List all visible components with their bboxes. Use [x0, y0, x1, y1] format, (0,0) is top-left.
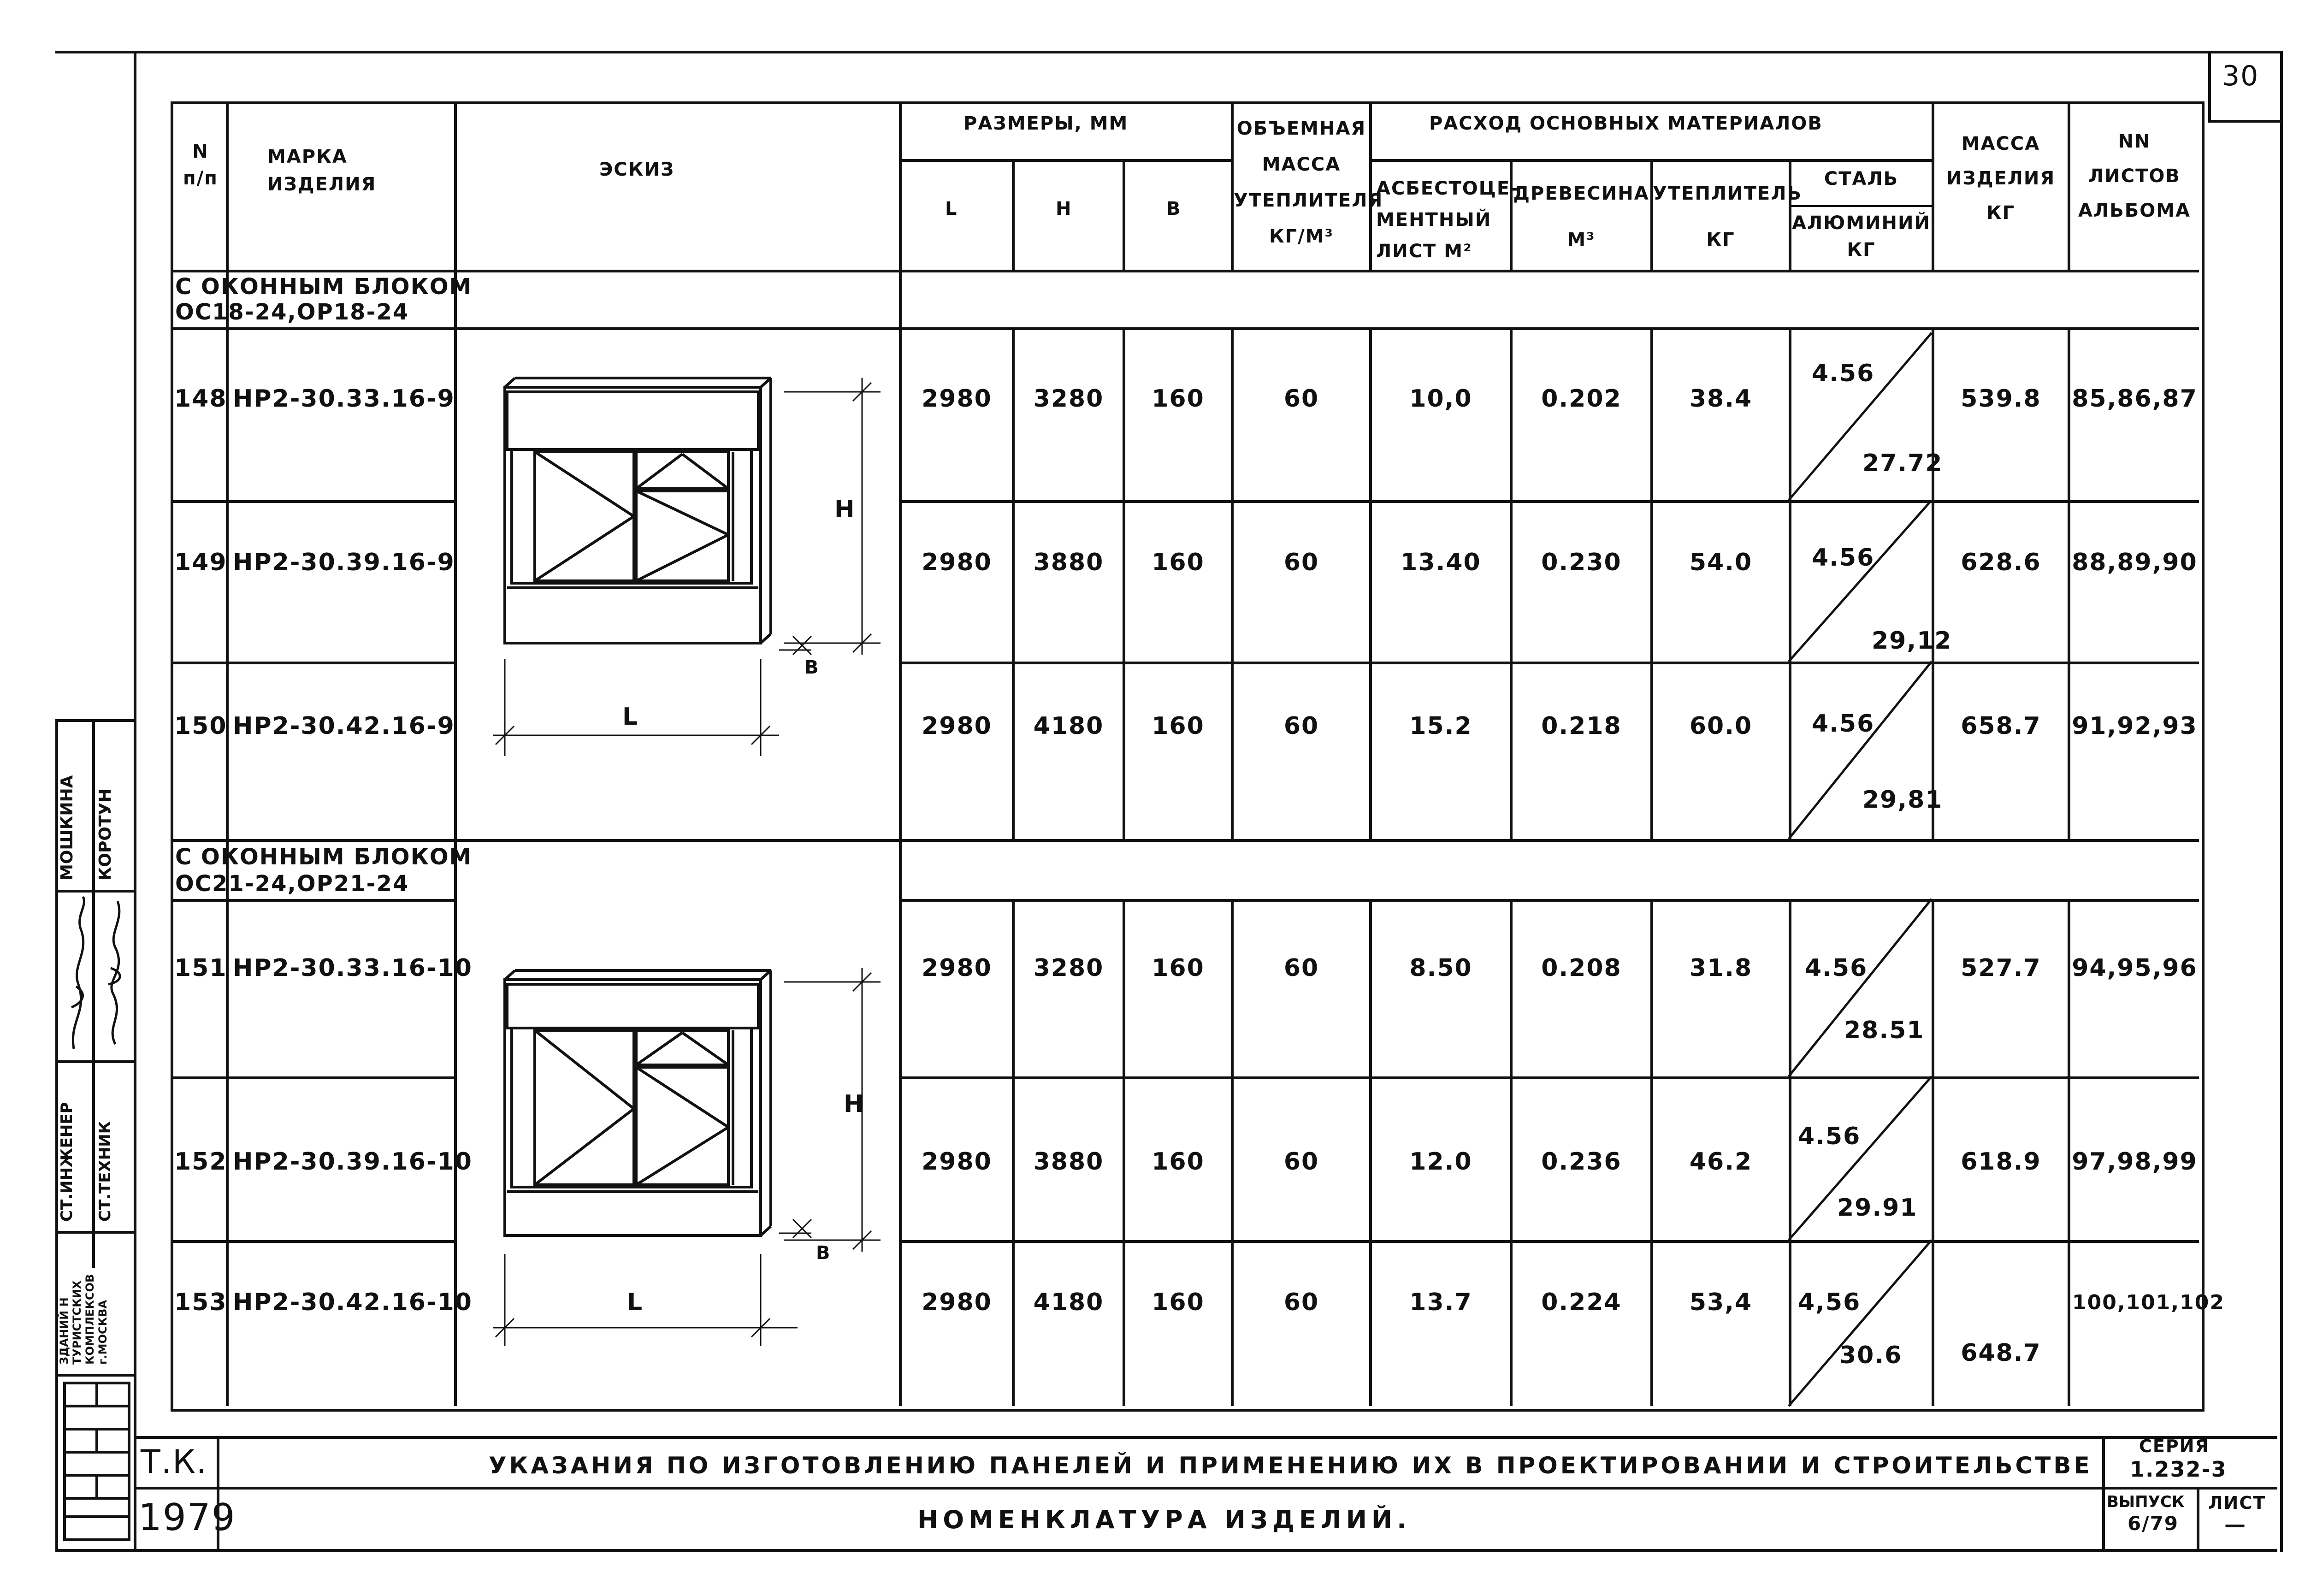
cell-L: 2980: [922, 385, 992, 413]
cell-alum: 29,12: [1872, 627, 1952, 655]
cell-B: 160: [1152, 1289, 1205, 1316]
cell-mass: 628.6: [1961, 549, 2041, 576]
cell-alum: 27.72: [1862, 449, 1943, 477]
cell-sheets: 91,92,93: [2072, 712, 2198, 740]
cell-L: 2980: [922, 1289, 992, 1316]
cell-mark: НР2-30.33.16-10: [233, 954, 473, 982]
tk-label: Т.К.: [141, 1443, 207, 1481]
cell-alum: 28.51: [1844, 1017, 1925, 1044]
title-block-bottom: [134, 1549, 2277, 1552]
cell-vm: 60: [1283, 712, 1319, 740]
header-h: H: [1056, 198, 1072, 219]
cell-H: 3880: [1033, 549, 1104, 576]
cell-ins: 46.2: [1689, 1148, 1753, 1176]
cell-steel: 4,56: [1798, 1289, 1861, 1316]
document-title: УКАЗАНИЯ ПО ИЗГОТОВЛЕНИЮ ПАНЕЛЕЙ И ПРИМЕНЕНИЮ ИХ В ПРОЕКТИРОВАНИИ И СТРОИТЕЛЬСТВЕ: [489, 1452, 2092, 1479]
header-b: В: [1166, 198, 1182, 219]
cell-n: 150: [174, 712, 227, 740]
cell-H: 3280: [1033, 954, 1104, 982]
sketch1-h-label: H: [834, 496, 856, 523]
cell-vm: 60: [1283, 1148, 1319, 1176]
cell-wood: 0.230: [1541, 549, 1622, 576]
header-insulation: УТЕПЛИТЕЛЬ КГ: [1653, 183, 1802, 250]
stamp-role-1: СТ.ИНЖЕНЕР: [58, 1102, 76, 1222]
cell-L: 2980: [922, 954, 992, 982]
cell-mark: НР2-30.42.16-10: [233, 1289, 473, 1316]
sheet-subtitle: НОМЕНКЛАТУРА ИЗДЕЛИЙ.: [917, 1505, 1411, 1534]
cell-B: 160: [1152, 385, 1205, 413]
header-asbestos: АСБЕСТОЦЕ- МЕНТНЫЙ ЛИСТ М²: [1376, 178, 1519, 262]
cell-alum: 30.6: [1839, 1342, 1903, 1369]
cell-H: 4180: [1033, 712, 1104, 740]
cell-B: 160: [1152, 1148, 1205, 1176]
cell-B: 160: [1152, 549, 1205, 576]
cell-ins: 60.0: [1689, 712, 1753, 740]
header-mass: МАССА ИЗДЕЛИЯ КГ: [1946, 133, 2056, 224]
cell-asb: 12.0: [1409, 1148, 1472, 1176]
cell-asb: 8.50: [1409, 954, 1472, 982]
cell-mark: НР2-30.39.16-9: [233, 549, 455, 576]
cell-asb: 13.40: [1401, 549, 1481, 576]
sheet-number: 30: [2222, 60, 2259, 92]
stamp-org-desc: ЗДАНИЙ Н ТУРИСТСКИХ КОМПЛЕКСОВ г.МОСКВА: [58, 1274, 109, 1365]
cell-n: 152: [174, 1148, 227, 1176]
cell-wood: 0.224: [1541, 1289, 1622, 1316]
cell-sheets: 97,98,99: [2072, 1148, 2198, 1176]
cell-alum: 29,81: [1862, 786, 1943, 814]
cell-wood: 0.218: [1541, 712, 1622, 740]
header-sketch: ЭСКИЗ: [599, 159, 675, 180]
header-vol-mass: ОБЪЕМНАЯ МАССА УТЕПЛИТЕЛЯ КГ/М³: [1234, 118, 1383, 247]
cell-sheets: 88,89,90: [2072, 549, 2198, 576]
sketch1-b-label: В: [804, 657, 820, 678]
series-value: 1.232-3: [2130, 1457, 2227, 1482]
header-n: N п/п: [183, 141, 218, 189]
stamp-name-1: МОШКИНА: [58, 775, 77, 881]
cell-H: 4180: [1033, 1289, 1104, 1316]
cell-ins: 38.4: [1689, 385, 1753, 413]
header-sheets: NN ЛИСТОВ АЛЬБОМА: [2078, 131, 2191, 221]
header-sizes: РАЗМЕРЫ, ММ: [963, 113, 1129, 134]
cell-vm: 60: [1283, 549, 1319, 576]
cell-L: 2980: [922, 1148, 992, 1176]
title-block-top: [134, 1436, 2277, 1439]
cell-n: 151: [174, 954, 227, 982]
cell-L: 2980: [922, 712, 992, 740]
cell-H: 3280: [1033, 385, 1104, 413]
sketch2-l-label: L: [627, 1289, 644, 1316]
group-title-1: С ОКОННЫМ БЛОКОМ ОС18-24,ОР18-24: [175, 274, 473, 325]
cell-B: 160: [1152, 712, 1205, 740]
cell-ins: 31.8: [1689, 954, 1753, 982]
cell-n: 149: [174, 549, 227, 576]
cell-mark: НР2-30.42.16-9: [233, 712, 455, 740]
group-title-2: С ОКОННЫМ БЛОКОМ ОС21-24,ОР21-24: [175, 844, 473, 897]
cell-steel: 4.56: [1812, 360, 1875, 387]
cell-sheets: 100,101,102: [2072, 1291, 2225, 1314]
cell-n: 148: [174, 385, 227, 413]
cell-wood: 0.202: [1541, 385, 1622, 413]
sketch2-h-label: H: [844, 1090, 865, 1118]
cell-steel: 4.56: [1812, 710, 1875, 738]
series-label: СЕРИЯ: [2139, 1436, 2210, 1456]
year: 1979: [138, 1496, 236, 1539]
header-materials: РАСХОД ОСНОВНЫХ МАТЕРИАЛОВ: [1429, 113, 1823, 134]
cell-mass: 648.7: [1961, 1339, 2041, 1367]
stamp-name-2: КОРОТУН: [96, 788, 115, 881]
cell-alum: 29.91: [1837, 1194, 1918, 1222]
cell-vm: 60: [1283, 385, 1319, 413]
issue-label: ВЫПУСК: [2107, 1493, 2185, 1511]
cell-mass: 618.9: [1961, 1148, 2041, 1176]
header-l: L: [945, 198, 958, 219]
signatures: [55, 892, 138, 1058]
cell-steel: 4.56: [1805, 954, 1868, 982]
cell-asb: 15.2: [1409, 712, 1472, 740]
cell-wood: 0.236: [1541, 1148, 1622, 1176]
header-steel: СТАЛЬ: [1824, 168, 1899, 189]
cell-steel: 4.56: [1798, 1123, 1861, 1150]
cell-ins: 54.0: [1689, 549, 1753, 576]
title-block-mid: [134, 1487, 2277, 1490]
cell-mass: 527.7: [1961, 954, 2041, 982]
cell-sheets: 85,86,87: [2072, 385, 2198, 413]
cell-vm: 60: [1283, 954, 1319, 982]
cell-mark: НР2-30.39.16-10: [233, 1148, 473, 1176]
cell-B: 160: [1152, 954, 1205, 982]
sketch1-l-label: L: [622, 703, 639, 731]
cell-n: 153: [174, 1289, 227, 1316]
cell-asb: 10,0: [1409, 385, 1472, 413]
header-aluminium: АЛЮМИНИЙ КГ: [1792, 213, 1931, 260]
cell-asb: 13.7: [1409, 1289, 1472, 1316]
cell-H: 3880: [1033, 1148, 1104, 1176]
stamp-role-2: СТ.ТЕХНИК: [96, 1121, 114, 1222]
header-wood: ДРЕВЕСИНА М³: [1513, 183, 1649, 250]
cell-wood: 0.208: [1541, 954, 1622, 982]
cell-ins: 53,4: [1689, 1289, 1753, 1316]
cell-sheets: 94,95,96: [2072, 954, 2198, 982]
header-mark: МАРКА ИЗДЕЛИЯ: [267, 146, 377, 195]
issue-value: 6/79: [2128, 1512, 2179, 1535]
cell-mass: 539.8: [1961, 385, 2041, 413]
sheet-label: ЛИСТ: [2208, 1493, 2266, 1513]
cell-L: 2980: [922, 549, 992, 576]
cell-steel: 4.56: [1812, 544, 1875, 572]
cell-vm: 60: [1283, 1289, 1319, 1316]
cell-mark: НР2-30.33.16-9: [233, 385, 455, 413]
sheet-value: —: [2224, 1512, 2246, 1537]
cell-mass: 658.7: [1961, 712, 2041, 740]
sketch2-b-label: В: [816, 1242, 831, 1264]
org-logo: [58, 1378, 136, 1544]
